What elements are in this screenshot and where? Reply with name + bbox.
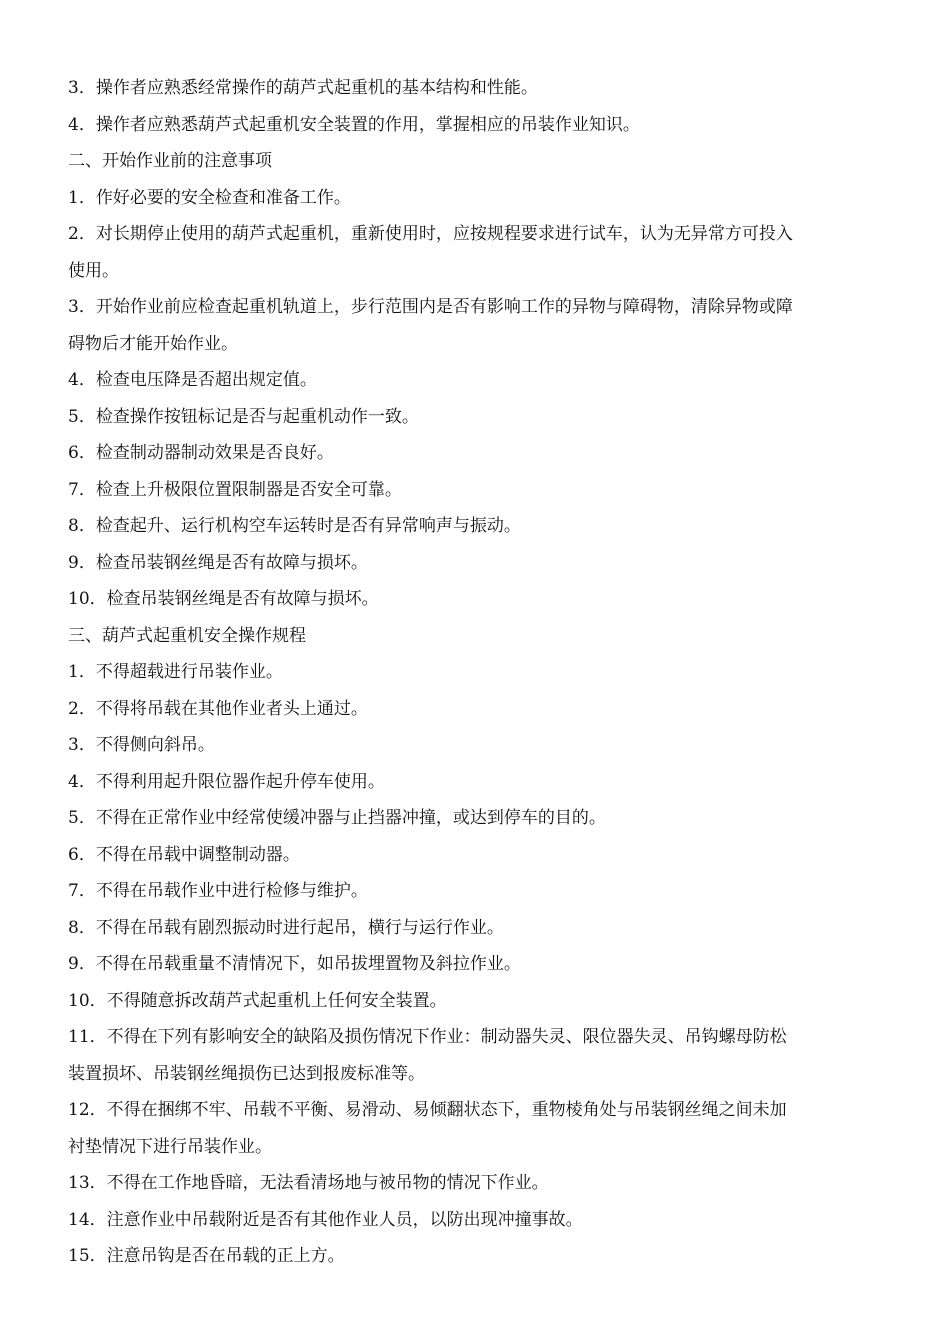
text-line: 8．检查起升、运行机构空车运转时是否有异常响声与振动。 [68, 516, 521, 536]
text-line: 4．不得利用起升限位器作起升停车使用。 [68, 771, 385, 792]
text-line: 使用。 [68, 260, 119, 281]
text-line: 9．不得在吊载重量不清情况下，如吊拔埋置物及斜拉作业。 [68, 954, 521, 974]
text-line: 4．检查电压降是否超出规定值。 [68, 370, 317, 390]
text-line: 14．注意作业中吊载附近是否有其他作业人员，以防出现冲撞事故。 [68, 1209, 583, 1230]
text-line: 5．检查操作按钮标记是否与起重机动作一致。 [68, 406, 419, 427]
text-line: 碍物后才能开始作业。 [68, 333, 238, 354]
text-line: 9．检查吊装钢丝绳是否有故障与损坏。 [68, 552, 368, 573]
document-page [68, 70, 884, 1275]
text-line: 装置损坏、吊装钢丝绳损伤已达到报废标准等。 [68, 1063, 425, 1084]
text-line: 衬垫情况下进行吊装作业。 [68, 1136, 272, 1157]
text-line: 10．不得随意拆改葫芦式起重机上任何安全装置。 [68, 990, 447, 1011]
section-heading: 二、开始作业前的注意事项 [68, 151, 272, 171]
text-line: 7．不得在吊载作业中进行检修与维护。 [68, 881, 368, 901]
text-line: 8．不得在吊载有剧烈振动时进行起吊，横行与运行作业。 [68, 917, 504, 938]
section-heading: 三、葫芦式起重机安全操作规程 [68, 625, 306, 646]
text-line: 2．不得将吊载在其他作业者头上通过。 [68, 698, 368, 719]
text-line: 10．检查吊装钢丝绳是否有故障与损坏。 [68, 589, 379, 609]
text-line: 11．不得在下列有影响安全的缺陷及损伤情况下作业：制动器失灵、限位器失灵、吊钩螺母防松 [68, 1027, 787, 1047]
text-line: 2．对长期停止使用的葫芦式起重机，重新使用时，应按规程要求进行试车，认为无异常方可投入 [68, 224, 793, 244]
text-line: 6．检查制动器制动效果是否良好。 [68, 443, 334, 463]
text-line: 1．作好必要的安全检查和准备工作。 [68, 187, 351, 208]
text-line: 6．不得在吊载中调整制动器。 [68, 844, 300, 865]
text-line: 3．不得侧向斜吊。 [68, 735, 215, 755]
text-line: 1．不得超载进行吊装作业。 [68, 662, 283, 682]
text-line: 4．操作者应熟悉葫芦式起重机安全装置的作用，掌握相应的吊装作业知识。 [68, 114, 640, 135]
text-line: 13．不得在工作地昏暗，无法看清场地与被吊物的情况下作业。 [68, 1173, 549, 1193]
text-line: 12．不得在捆绑不牢、吊载不平衡、易滑动、易倾翻状态下，重物棱角处与吊装钢丝绳之间未加 [68, 1100, 787, 1120]
text-line: 7．检查上升极限位置限制器是否安全可靠。 [68, 479, 402, 500]
text-line: 3．操作者应熟悉经常操作的葫芦式起重机的基本结构和性能。 [68, 78, 538, 98]
text-line: 15．注意吊钩是否在吊载的正上方。 [68, 1246, 345, 1266]
text-line: 5．不得在正常作业中经常使缓冲器与止挡器冲撞，或达到停车的目的。 [68, 808, 606, 828]
text-line: 3．开始作业前应检查起重机轨道上，步行范围内是否有影响工作的异物与障碍物，清除异物或障 [68, 297, 793, 317]
